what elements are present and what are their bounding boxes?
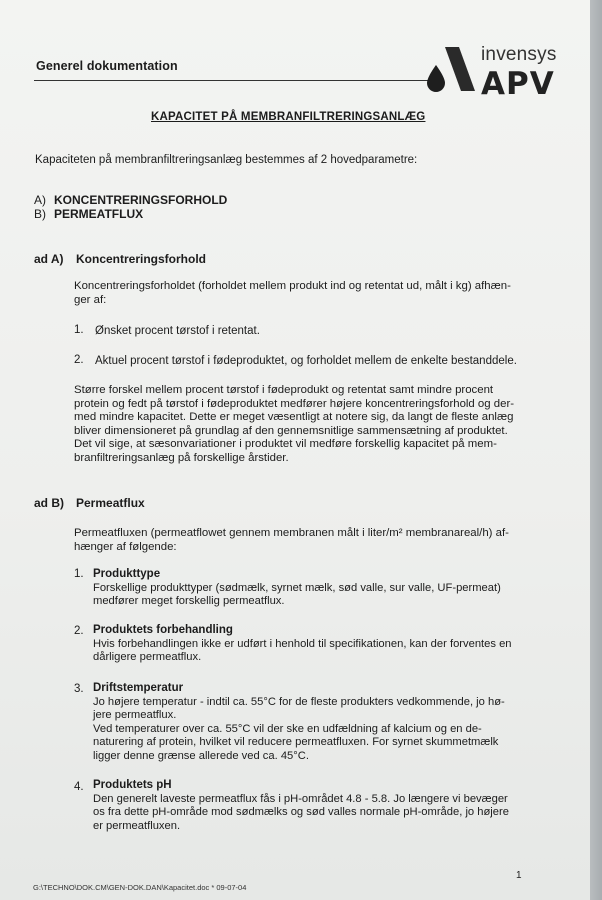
text-line: Ved temperaturer over ca. 55°C vil der ske en udfældning af kalcium og en de- — [93, 722, 482, 735]
text-line: Koncentreringsforholdet (forholdet mellem produkt ind og retentat ud, målt i kg) afhæn- — [74, 280, 511, 292]
section-b-item-1-body — [93, 582, 545, 609]
section-a-item-1-text: Ønsket procent tørstof i retentat. — [95, 325, 260, 337]
text-line: Permeatfluxen (permeatflowet gennem membranen målt i liter/m² membranareal/h) af- — [74, 527, 509, 539]
section-a-label: ad A) — [34, 252, 64, 266]
section-b-item-3-heading: Driftstemperatur — [93, 682, 184, 694]
section-a-paragraph-2 — [74, 384, 544, 466]
text-line: med mindre kapacitet. Dette er meget væsentligt at notere sig, da langt de fleste anlæg — [74, 411, 514, 424]
section-b-item-2-heading: Produktets forbehandling — [93, 624, 233, 636]
text-line: hænger af følgende: — [74, 540, 177, 553]
logo-brand-text: invensys — [481, 44, 557, 65]
text-line: Forskellige produkttyper (sødmælk, syrnet mælk, sød valle, sur valle, UF-permeat) — [93, 582, 501, 594]
section-b-item-4-body — [93, 793, 545, 833]
main-param-b-text: PERMEATFLUX — [54, 207, 144, 221]
section-b-item-4-heading: Produktets pH — [93, 779, 172, 791]
text-line: Hvis forbehandlingen ikke er udført i henhold til specifikationen, kan der forventes en — [93, 638, 512, 650]
text-line: Den generelt laveste permeatflux fås i pH-området 4.8 - 5.8. Jo længere vi bevæger — [93, 793, 508, 805]
text-line: os fra dette pH-område mod sødmælks og sød valles normale pH-område, jo højere — [93, 806, 509, 819]
section-a-title: Koncentreringsforhold — [76, 252, 207, 266]
background-edge — [590, 0, 602, 900]
text-line: Jo højere temperatur - indtil ca. 55°C for de fleste produkters vedkommende, jo hø- — [93, 696, 505, 708]
footer-file-path: G:\TECHNO\DOK.CM\GEN-DOK.DAN\Kapacitet.doc * 09-07-04 — [33, 883, 247, 892]
section-b-item-1-number: 1. — [74, 568, 84, 580]
text-line: Større forskel mellem procent tørstof i fødeprodukt og retentat samt mindre procent — [74, 384, 494, 396]
document-title: KAPACITET PÅ MEMBRANFILTRERINGSANLÆG — [151, 111, 426, 123]
section-a-heading — [34, 252, 206, 266]
section-b-label: ad B) — [34, 496, 64, 510]
section-a-item-2-text: Aktuel procent tørstof i fødeproduktet, og forholdet mellem de enkelte bestanddele. — [95, 355, 517, 367]
section-b-title: Permeatflux — [76, 496, 145, 510]
text-line: ligger denne grænse allerede ved ca. 45°C. — [93, 749, 309, 762]
section-b-item-3-body — [93, 696, 545, 763]
section-b-paragraph-1 — [74, 527, 544, 554]
section-b-item-3-number: 3. — [74, 683, 84, 695]
logo-name-text: APV — [481, 66, 555, 102]
section-a-item-1-number: 1. — [74, 324, 84, 336]
section-a-paragraph-1 — [74, 280, 544, 307]
section-b-item-2-body — [93, 638, 545, 665]
text-line: medfører meget forskellig permeatflux. — [93, 595, 285, 608]
section-b-item-2-number: 2. — [74, 625, 84, 637]
main-param-b — [34, 207, 143, 221]
section-a-item-2-number: 2. — [74, 354, 84, 366]
header-title: Generel dokumentation — [36, 59, 178, 73]
text-line: protein og fedt på tørstof i fødeproduktet medfører højere koncentreringsforhold og der- — [74, 397, 515, 410]
main-param-a-label: A) — [34, 193, 46, 207]
text-line: dårligere permeatflux. — [93, 651, 202, 664]
section-b-item-1-heading: Produkttype — [93, 568, 161, 580]
text-line: jere permeatflux. — [93, 709, 177, 722]
text-line: Det vil sige, at sæsonvariationer i produktet vil medføre forskellig kapacitet på mem- — [74, 438, 497, 451]
intro-text: Kapaciteten på membranfiltreringsanlæg bestemmes af 2 hovedparametre: — [35, 154, 418, 166]
text-line: er permeatfluxen. — [93, 819, 181, 832]
text-line: bliver dimensioneret på grundlag af den gennemsnitlige sammensætning af produktet. — [74, 424, 508, 437]
section-b-item-4-number: 4. — [74, 781, 84, 793]
company-logo-icon — [425, 45, 477, 93]
text-line: ger af: — [74, 293, 107, 306]
header-rule — [34, 80, 429, 81]
page-number: 1 — [516, 870, 522, 881]
main-param-a-text: KONCENTRERINGSFORHOLD — [54, 193, 228, 207]
main-param-a — [34, 193, 227, 207]
text-line: naturering af protein, hvilket vil reducere permeatfluxen. For syrnet skummetmælk — [93, 736, 499, 749]
section-b-heading — [34, 496, 145, 510]
text-line: branfiltreringsanlæg på forskellige årstider. — [74, 451, 289, 464]
main-param-b-label: B) — [34, 207, 46, 221]
